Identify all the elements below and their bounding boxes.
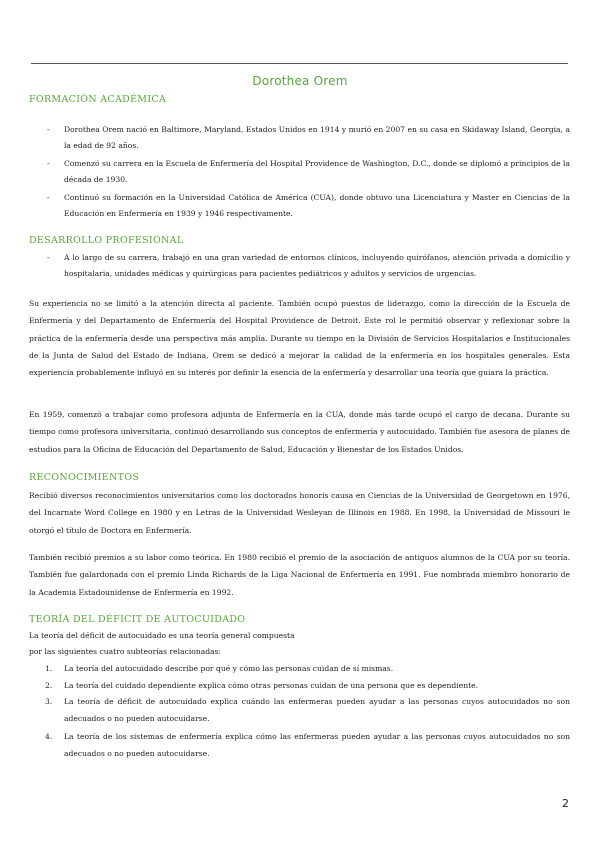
bullet-dash: -: [47, 253, 50, 262]
section-heading-teoria: TEORÍA DEL DÉFICIT DE AUTOCUIDADO: [29, 614, 246, 625]
list-item-text: La teoría de los sistemas de enfermería explica cómo las enfermeras pueden ayudar a las personas cuyos autocuidados no son adecuados o no pueden autocuidarse.: [64, 732, 570, 758]
list-number: 4.: [45, 732, 53, 741]
teoria-intro: [29, 628, 570, 660]
list-number: 3.: [45, 697, 53, 706]
list-item: [0, 122, 600, 154]
list-item: [0, 694, 600, 727]
paragraph: Recibió diversos reconocimientos universitarios como los doctorados honoris causa en Ciencias de la Universidad de Georgetown en 1976, del Incarnate Word College en 1980 y en Letras de la Universidad Wesleyan de Illinois en 1988. En 1998, la Universidad de Missouri le otorgó el título de Doctora en Enfermería.: [29, 491, 570, 535]
list-item-text: Continuó su formación en la Universidad Católica de América (CUA), donde obtuvo una Licenciatura y Master en Ciencias de la Educación en Enfermería en 1939 y 1946 respectivamente.: [64, 193, 570, 218]
list-item-text: La teoría del cuidado dependiente explica cómo otras personas cuidan de una persona que es dependiente.: [64, 680, 479, 690]
section-heading-formacion: FORMACIÓN ACADÉMICA: [29, 94, 167, 105]
formacion-list: [0, 122, 600, 222]
desarrollo-list: [0, 250, 600, 282]
list-number: 1.: [45, 664, 53, 673]
intro-line: por las siguientes cuatro subteorías relacionadas:: [29, 647, 222, 656]
list-item-text: La teoría de déficit de autocuidado explica cuándo las enfermeras pueden ayudar a las personas cuyos autocuidados no son adecuados o no pueden autocuidarse.: [64, 697, 570, 723]
section-heading-reconocimientos: RECONOCIMIENTOS: [29, 472, 140, 483]
list-item-text: Comenzó su carrera en la Escuela de Enfermería del Hospital Providence de Washington, D.C., donde se diplomó a principios de la década de 1930.: [64, 159, 570, 184]
paragraph: También recibió premios a su labor como teórica. En 1980 recibió el premio de la asociación de antiguos alumnos de la CUA por su teoría. También fue galardonada con el premio Linda Richards de la Liga Nacional de Enfermería en 1991. Fue nombrada miembro honorario de la Academia Estadounidense de Enfermería en 1992.: [29, 553, 570, 597]
list-item-text: La teoría del autocuidado describe por qué y cómo las personas cuidan de sí mismas.: [64, 664, 394, 673]
bullet-dash: -: [47, 159, 50, 168]
list-item-text: A lo largo de su carrera, trabajó en una gran variedad de entornos clínicos, incluyendo quirófanos, atención privada a domicilio y hospitalaria, unidades médicas y quirúrgicas para pacientes pediátricos y adultos y servicios de urgencias.: [64, 253, 570, 278]
page-title: Dorothea Orem: [252, 74, 348, 88]
list-item: [0, 678, 600, 695]
paragraph: Su experiencia no se limitó a la atención directa al paciente. También ocupó puestos de liderazgo, como la dirección de la Escuela de Enfermería y del Departamento de Enfermería del Hospital Providence de Detroit. Este rol le permitió observar y reflexionar sobre la práctica de la enfermería desde una perspectiva más amplia. Durante su tiempo en la División de Servicios Hospitalarios e Institucionales de la Junta de Salud del Estado de Indiana, Orem se dedicó a mejorar la calidad de la enfermería en los hospitales generales. Esta experiencia probablemente influyó en su interés por definir la esencia de la enfermería y desarrollar una teoría que guiara la práctica.: [29, 299, 570, 378]
bullet-dash: -: [47, 193, 50, 202]
intro-line: La teoría del déficit de autocuidado es una teoría general compuesta: [29, 631, 295, 640]
list-item: [0, 156, 600, 188]
header-rule: [31, 63, 568, 64]
list-item-text: Dorothea Orem nació en Baltimore, Maryland, Estados Unidos en 1914 y murió en 2007 en su casa en Skidaway Island, Georgia, a la edad de 92 años.: [64, 125, 570, 150]
list-item: [0, 250, 600, 282]
list-number: 2.: [45, 680, 53, 690]
list-item: [0, 661, 600, 678]
list-item: [0, 190, 600, 222]
teoria-list: [0, 661, 600, 762]
section-heading-desarrollo: DESARROLLO PROFESIONAL: [29, 235, 184, 246]
bullet-dash: -: [47, 125, 50, 134]
page-number: 2: [562, 797, 569, 810]
paragraph: En 1959, comenzó a trabajar como profesora adjunta de Enfermería en la CUA, donde más tarde ocupó el cargo de decana. Durante su tiempo como profesora universitaria, continuó desarrollando sus conceptos de enfermería y autocuidado. También fue asesora de planes de estudios para la Oficina de Educación del Departamento de Salud, Educación y Bienestar de los Estados Unidos.: [29, 410, 570, 454]
list-item: [0, 729, 600, 762]
